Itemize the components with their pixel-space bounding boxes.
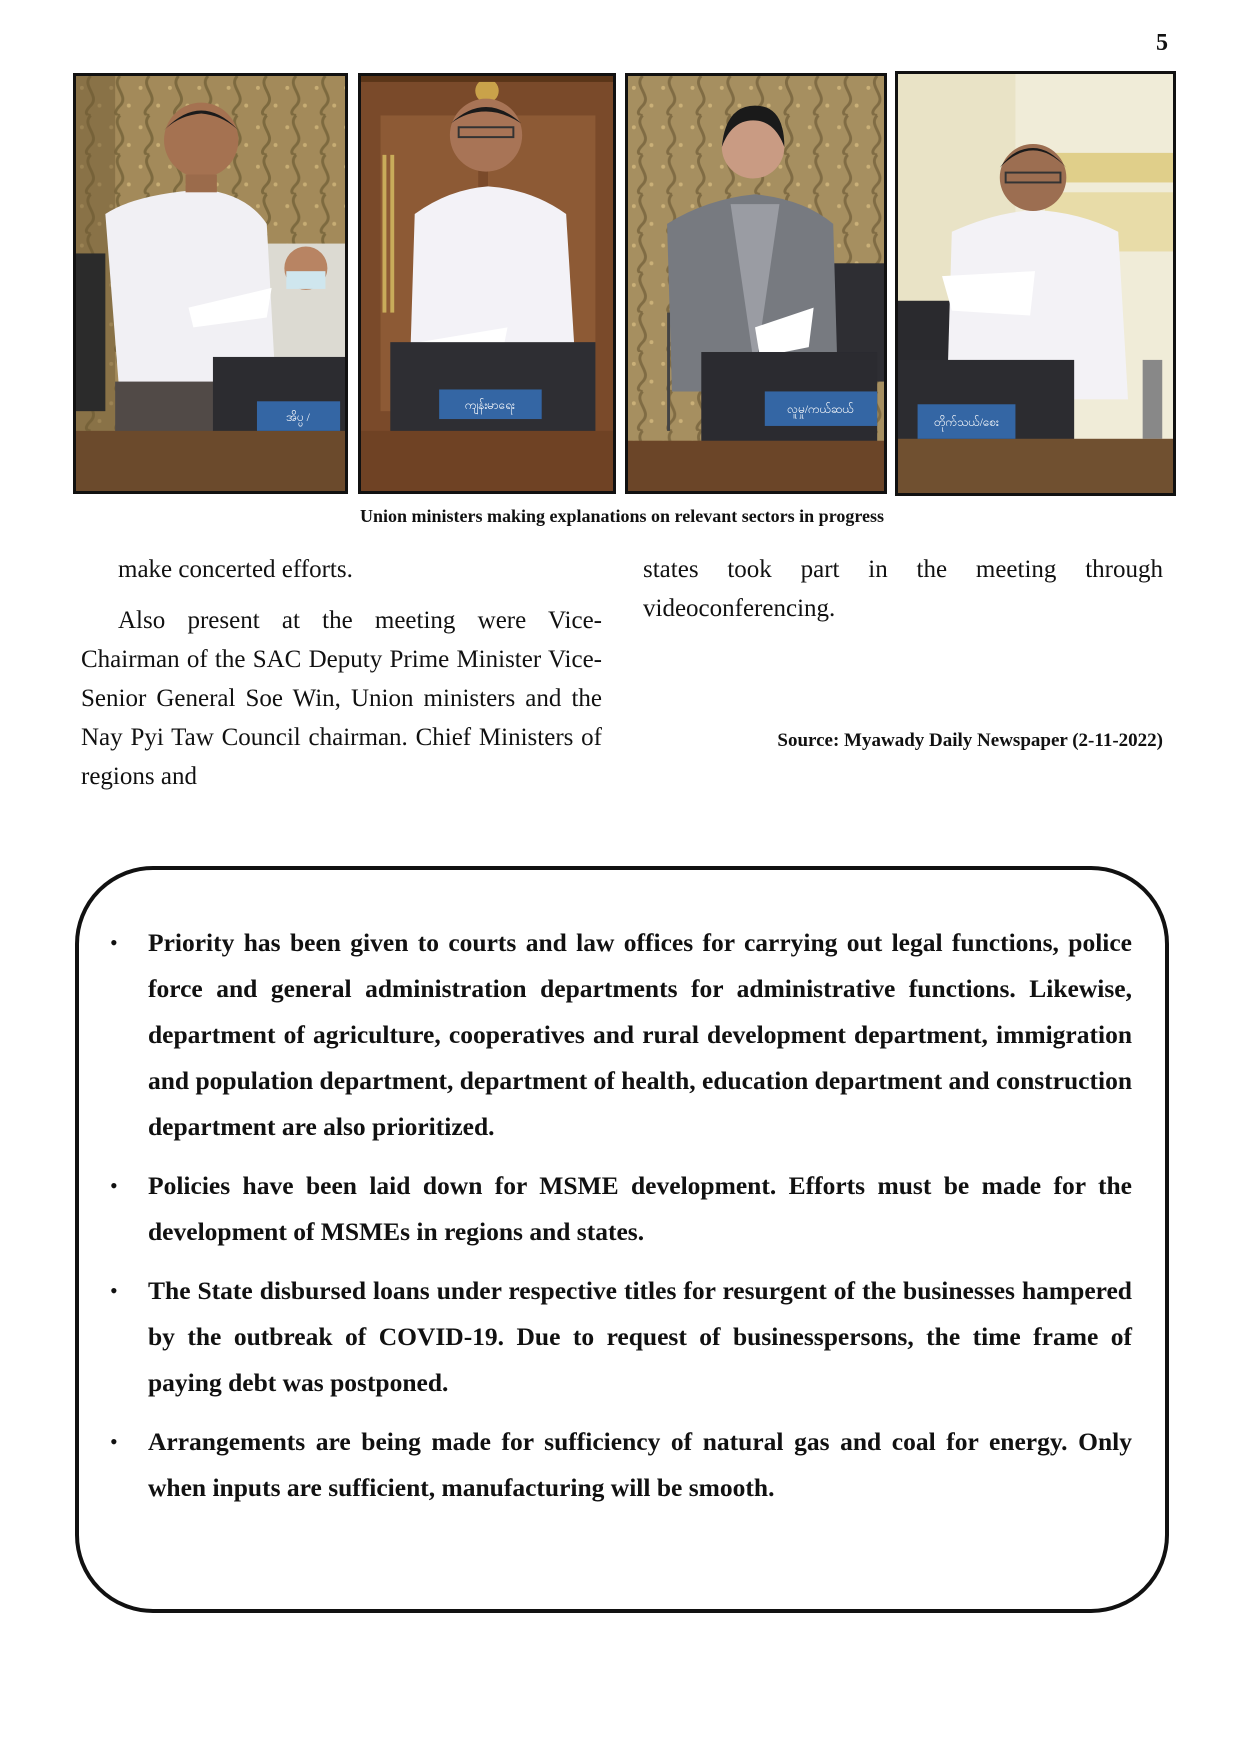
list-item [108,1163,1132,1255]
photo-strip [73,73,1171,500]
nameplate-1: အိပ္ပ / [286,410,310,425]
minister-photo-4 [895,71,1176,496]
minister-photo-3 [625,73,887,494]
minister-photo-2 [358,73,616,494]
nameplate-2: ကျန်းမာရေး [464,399,515,413]
article-paragraph: Also present at the meeting were Vice-Chairman of the SAC Deputy Prime Minister Vice-Senior General Soe Win, Union ministers and the Nay Pyi Taw Council chairman. Chief Ministers of regions and [81,607,602,790]
list-item [108,1268,1132,1406]
article-column-left [81,550,602,796]
article-column-right [643,550,1163,628]
list-item-text: Arrangements are being made for sufficiency of natural gas and coal for energy. Only when inputs are sufficient, manufacturing will be smooth. [148,1427,1132,1502]
nameplate-4: တိုက်သယ်/စေး [934,415,999,429]
bullet-icon: • [110,1173,118,1198]
list-item-text: Policies have been laid down for MSME development. Efforts must be made for the development of MSMEs in regions and states. [148,1171,1132,1246]
page-number: 5 [1156,30,1168,56]
list-item [108,1419,1132,1511]
bullet-icon: • [110,1278,118,1303]
list-item-text: The State disbursed loans under respective titles for resurgent of the businesses hampered by the outbreak of COVID-19. Due to request of businesspersons, the time frame of paying debt was postponed. [148,1276,1132,1397]
article-paragraph: make concerted efforts. [118,556,353,583]
highlights-list [108,920,1132,1524]
list-item-text: Priority has been given to courts and law offices for carrying out legal functions, police force and general administration departments for administrative functions. Likewise, department of agriculture, cooperatives and rural development department, immigration and population department, department of health, education department and construction department are also prioritized. [148,928,1132,1141]
minister-photo-1 [73,73,348,494]
list-item [108,920,1132,1150]
nameplate-3: လူမှု/ကယ်ဆယ် [787,403,854,417]
article-paragraph: states took part in the meeting through videoconferencing. [643,556,1163,622]
photo-caption: Union ministers making explanations on relevant sectors in progress [359,506,885,526]
source-credit: Source: Myawady Daily Newspaper (2-11-2022) [777,730,1163,751]
bullet-icon: • [110,930,118,955]
bullet-icon: • [110,1429,118,1454]
